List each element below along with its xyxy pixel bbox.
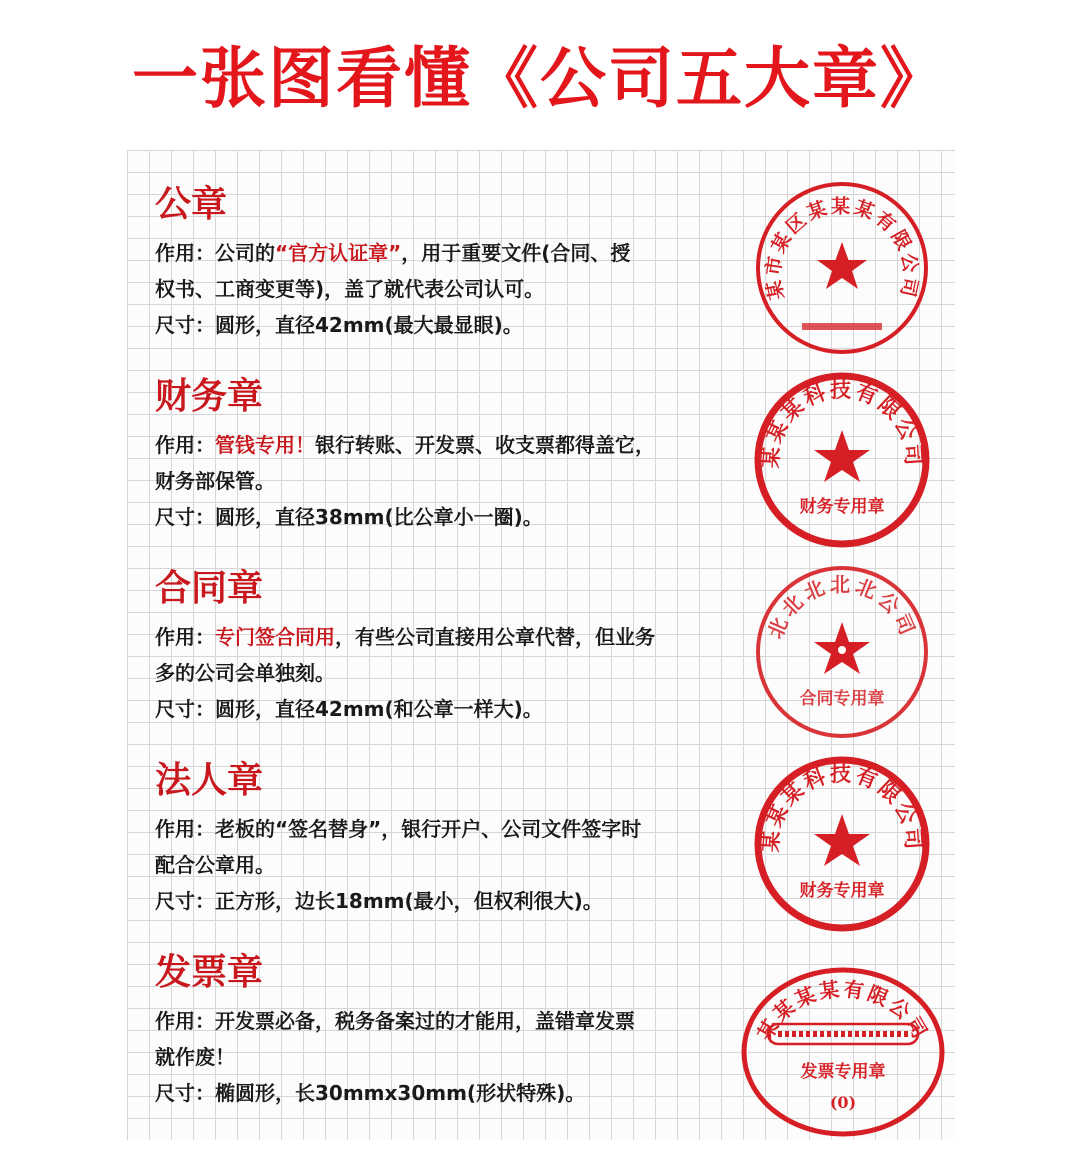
section-invoice-seal bbox=[155, 951, 755, 1111]
usage-line-2: 就作废！ bbox=[155, 1045, 235, 1069]
contract-seal-image bbox=[752, 562, 932, 742]
official-seal-image bbox=[752, 178, 932, 358]
usage-line: 作用：公司的“官方认证章”，用于重要文件(合同、授 bbox=[155, 241, 631, 265]
usage-line: 作用：老板的“签名替身”，银行开户、公司文件签字时 bbox=[155, 817, 642, 841]
seal-ring-text: 北北北北北公司 bbox=[762, 572, 922, 642]
seal-bottom-text: 财务专用章 bbox=[799, 881, 885, 901]
section-title: 法人章 bbox=[155, 760, 264, 801]
usage-line: 作用：开发票必备，税务备案过的才能用，盖错章发票 bbox=[155, 1009, 635, 1033]
usage-line-2: 财务部保管。 bbox=[155, 469, 275, 493]
invoice-seal-image bbox=[738, 962, 948, 1142]
section-title: 公章 bbox=[155, 184, 228, 225]
section-title: 发票章 bbox=[155, 952, 264, 993]
finance-seal-image bbox=[752, 370, 932, 550]
usage-line-2: 权书、工商变更等)，盖了就代表公司认可。 bbox=[155, 277, 545, 301]
seal-bottom-text: 合同专用章 bbox=[799, 689, 885, 709]
usage-line: 作用：管钱专用！银行转账、开发票、收支票都得盖它， bbox=[155, 433, 655, 457]
section-official-seal bbox=[155, 183, 755, 343]
legal-person-seal-image bbox=[752, 754, 932, 934]
star-icon bbox=[814, 430, 870, 482]
seal-serial-text: (0) bbox=[829, 1093, 857, 1112]
size-line: 尺寸：圆形，直径42mm(和公章一样大)。 bbox=[155, 697, 543, 721]
seal-ring-text: 某某某科技有限公司 bbox=[757, 760, 927, 853]
star-icon bbox=[817, 242, 867, 289]
seal-bottom-text: 发票专用章 bbox=[800, 1062, 886, 1082]
usage-line: 作用：专门签合同用，有些公司直接用公章代替，但业务 bbox=[155, 625, 655, 649]
page-title: 一张图看懂《公司五大章》 bbox=[132, 40, 948, 117]
section-finance-seal bbox=[155, 375, 755, 535]
section-legal-person-seal bbox=[155, 759, 755, 919]
seal-bottom-text: 财务专用章 bbox=[799, 497, 885, 517]
size-line: 尺寸：椭圆形，长30mmx30mm(形状特殊)。 bbox=[155, 1081, 586, 1105]
size-line: 尺寸：圆形，直径38mm(比公章小一圈)。 bbox=[155, 505, 543, 529]
seal-ring-text: 某某某科技有限公司 bbox=[757, 376, 927, 469]
section-title: 财务章 bbox=[155, 376, 264, 417]
usage-line-2: 多的公司会单独刻。 bbox=[155, 661, 335, 685]
seal-ring-text: 某市某区某某某有限公司 bbox=[762, 195, 922, 302]
section-contract-seal bbox=[155, 567, 755, 727]
star-icon bbox=[814, 814, 870, 866]
usage-line-2: 配合公章用。 bbox=[155, 853, 275, 877]
seal-ring-text: 某某某某有限公司 bbox=[752, 976, 934, 1045]
section-title: 合同章 bbox=[155, 568, 264, 609]
size-line: 尺寸：圆形，直径42mm(最大最显眼)。 bbox=[155, 313, 523, 337]
size-line: 尺寸：正方形，边长18mm(最小，但权利很大)。 bbox=[155, 889, 603, 913]
